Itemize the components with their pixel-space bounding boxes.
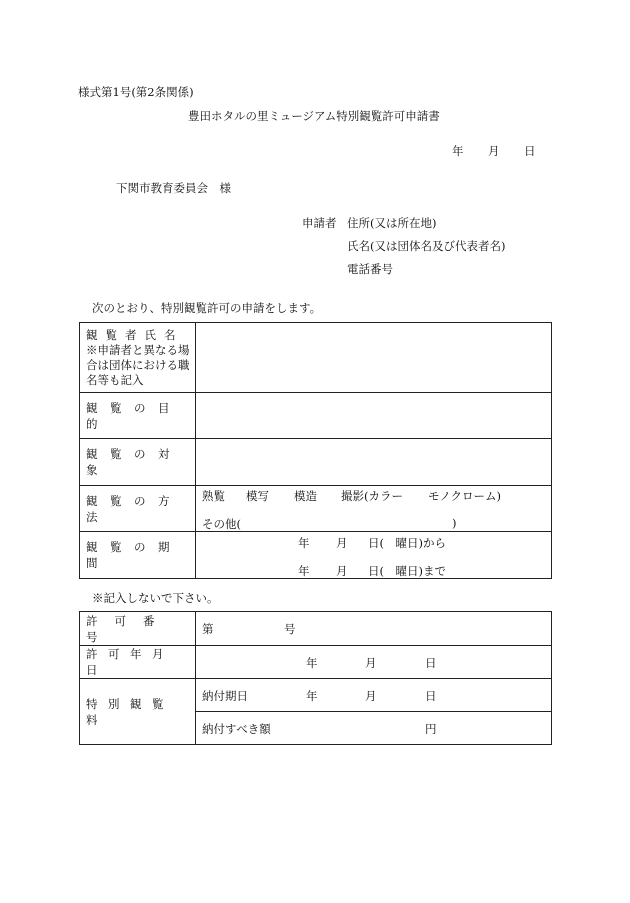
viewer-name-row [80,323,552,393]
fee-due-row [80,679,552,712]
viewer-name-label-cell [80,323,196,393]
period-from-year: 年 [298,536,310,550]
method-option-mozou[interactable]: 模造 [294,489,317,503]
method-other-prefix: その他( [202,517,241,531]
permit-number-row [80,612,552,646]
period-from-day: 日( 曜日)から [368,536,446,550]
office-use-note: ※記入しないで下さい。 [92,591,219,605]
method-option-juran[interactable]: 熟覧 [202,489,225,503]
addressee: 下関市教育委員会 様 [116,181,231,195]
period-to-year: 年 [298,564,310,578]
permit-date-year: 年 [306,656,318,670]
fee-amount-cell [196,712,552,745]
permit-date-month: 月 [365,656,377,670]
applicant-phone-label: 電話番号 [347,262,393,276]
fee-due-day: 日 [425,689,437,703]
method-option-mosha[interactable]: 模写 [246,489,269,503]
permit-number-suffix: 号 [284,622,296,636]
fee-due-label: 納付期日 [202,689,248,703]
fee-due-month: 月 [365,689,377,703]
date-month-label: 月 [488,144,500,158]
subject-field[interactable] [196,439,552,486]
fee-amount-unit: 円 [425,722,437,736]
purpose-label: 観覧の目的 [80,393,196,439]
viewer-name-label-text: 観覧者氏名 [86,327,184,342]
method-option-photo-color[interactable]: 撮影(カラー [341,489,403,503]
date-day-label: 日 [524,144,536,158]
fee-amount-label: 納付すべき額 [202,722,271,736]
permit-date-row [80,646,552,679]
intro-text: 次のとおり、特別観覧許可の申請をします。 [92,301,322,315]
applicant-address-label: 住所(又は所在地) [347,216,437,230]
period-from-month: 月 [336,536,348,550]
permit-date-day: 日 [425,656,437,670]
purpose-field[interactable] [196,393,552,439]
period-row [80,532,552,579]
page-title: 豊田ホタルの里ミュージアム特別観覧許可申請書 [188,109,440,123]
fee-due-cell [196,679,552,712]
permit-number-label: 許可番号 [80,612,196,646]
applicant-name-label: 氏名(又は団体名及び代表者名) [347,239,506,253]
permit-date-cell [196,646,552,679]
fee-due-year: 年 [306,689,318,703]
subject-row [80,439,552,486]
permit-date-label: 許可年月日 [80,646,196,679]
applicant-label: 申請者 [302,216,337,230]
method-cell [196,486,552,532]
method-other-suffix: ) [452,516,457,530]
date-year-label: 年 [452,144,464,158]
subject-label: 観覧の対象 [80,439,196,486]
form-number: 様式第1号(第2条関係) [78,85,194,99]
viewer-name-label [86,328,191,343]
viewer-name-note-1: ※申請者と異なる場 [86,342,190,357]
purpose-row [80,393,552,439]
period-to-month: 月 [336,564,348,578]
method-row [80,486,552,532]
period-label: 観覧の期間 [80,532,196,579]
application-table [79,322,552,579]
permit-number-cell [196,612,552,646]
office-use-table [79,611,552,745]
viewer-name-note-2: 合は団体における職 [86,357,190,372]
period-cell [196,532,552,579]
fee-label: 特別観覧料 [80,679,196,745]
method-label: 観覧の方法 [80,486,196,532]
permit-number-prefix: 第 [202,622,214,636]
viewer-name-field[interactable] [196,323,552,393]
method-option-monochrome[interactable]: モノクローム) [428,489,502,503]
viewer-name-note-3: 名等も記入 [86,372,144,387]
period-to-day: 日( 曜日)まで [368,564,446,578]
